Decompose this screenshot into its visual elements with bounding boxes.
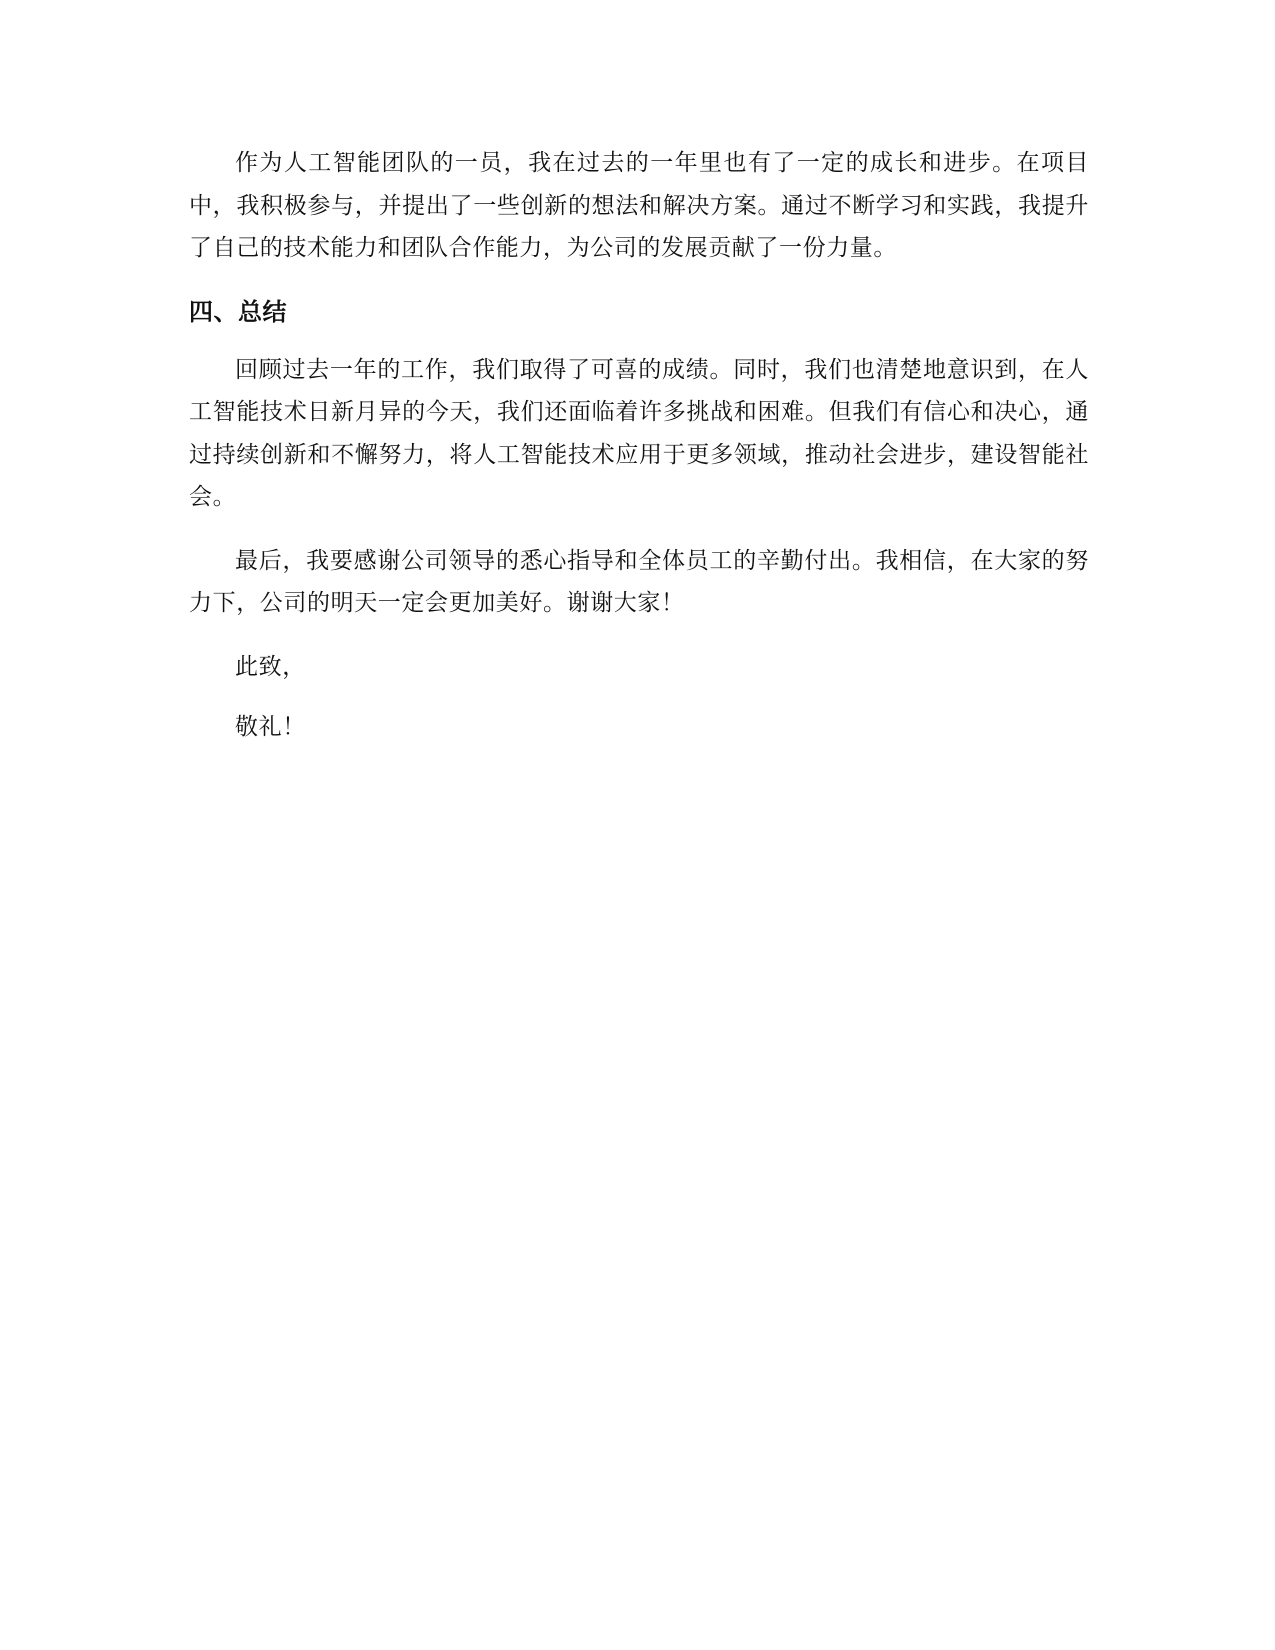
closing-salutation: 此致， <box>235 653 306 680</box>
closing-regards: 敬礼！ <box>235 714 306 740</box>
summary-section-heading: 四、总结 <box>189 297 287 326</box>
summary-paragraph: 回顾过去一年的工作，我们取得了可喜的成绩。同时，我们也清楚地意识到，在人工智能技术日新月异的今天，我们还面临着许多挑战和困难。但我们有信心和决心，通过持续创新和不懈努力，将人工智能技术应用于更多领域，推动社会进步，建设智能社会。 <box>189 356 1089 510</box>
document-body <box>189 142 1089 767</box>
thanks-paragraph: 最后，我要感谢公司领导的悉心指导和全体员工的辛勤付出。我相信，在大家的努力下，公司的明天一定会更加美好。谢谢大家！ <box>189 547 1089 616</box>
growth-paragraph: 作为人工智能团队的一员，我在过去的一年里也有了一定的成长和进步。在项目中，我积极参与，并提出了一些创新的想法和解决方案。通过不断学习和实践，我提升了自己的技术能力和团队合作能力，为公司的发展贡献了一份力量。 <box>189 150 1089 261</box>
